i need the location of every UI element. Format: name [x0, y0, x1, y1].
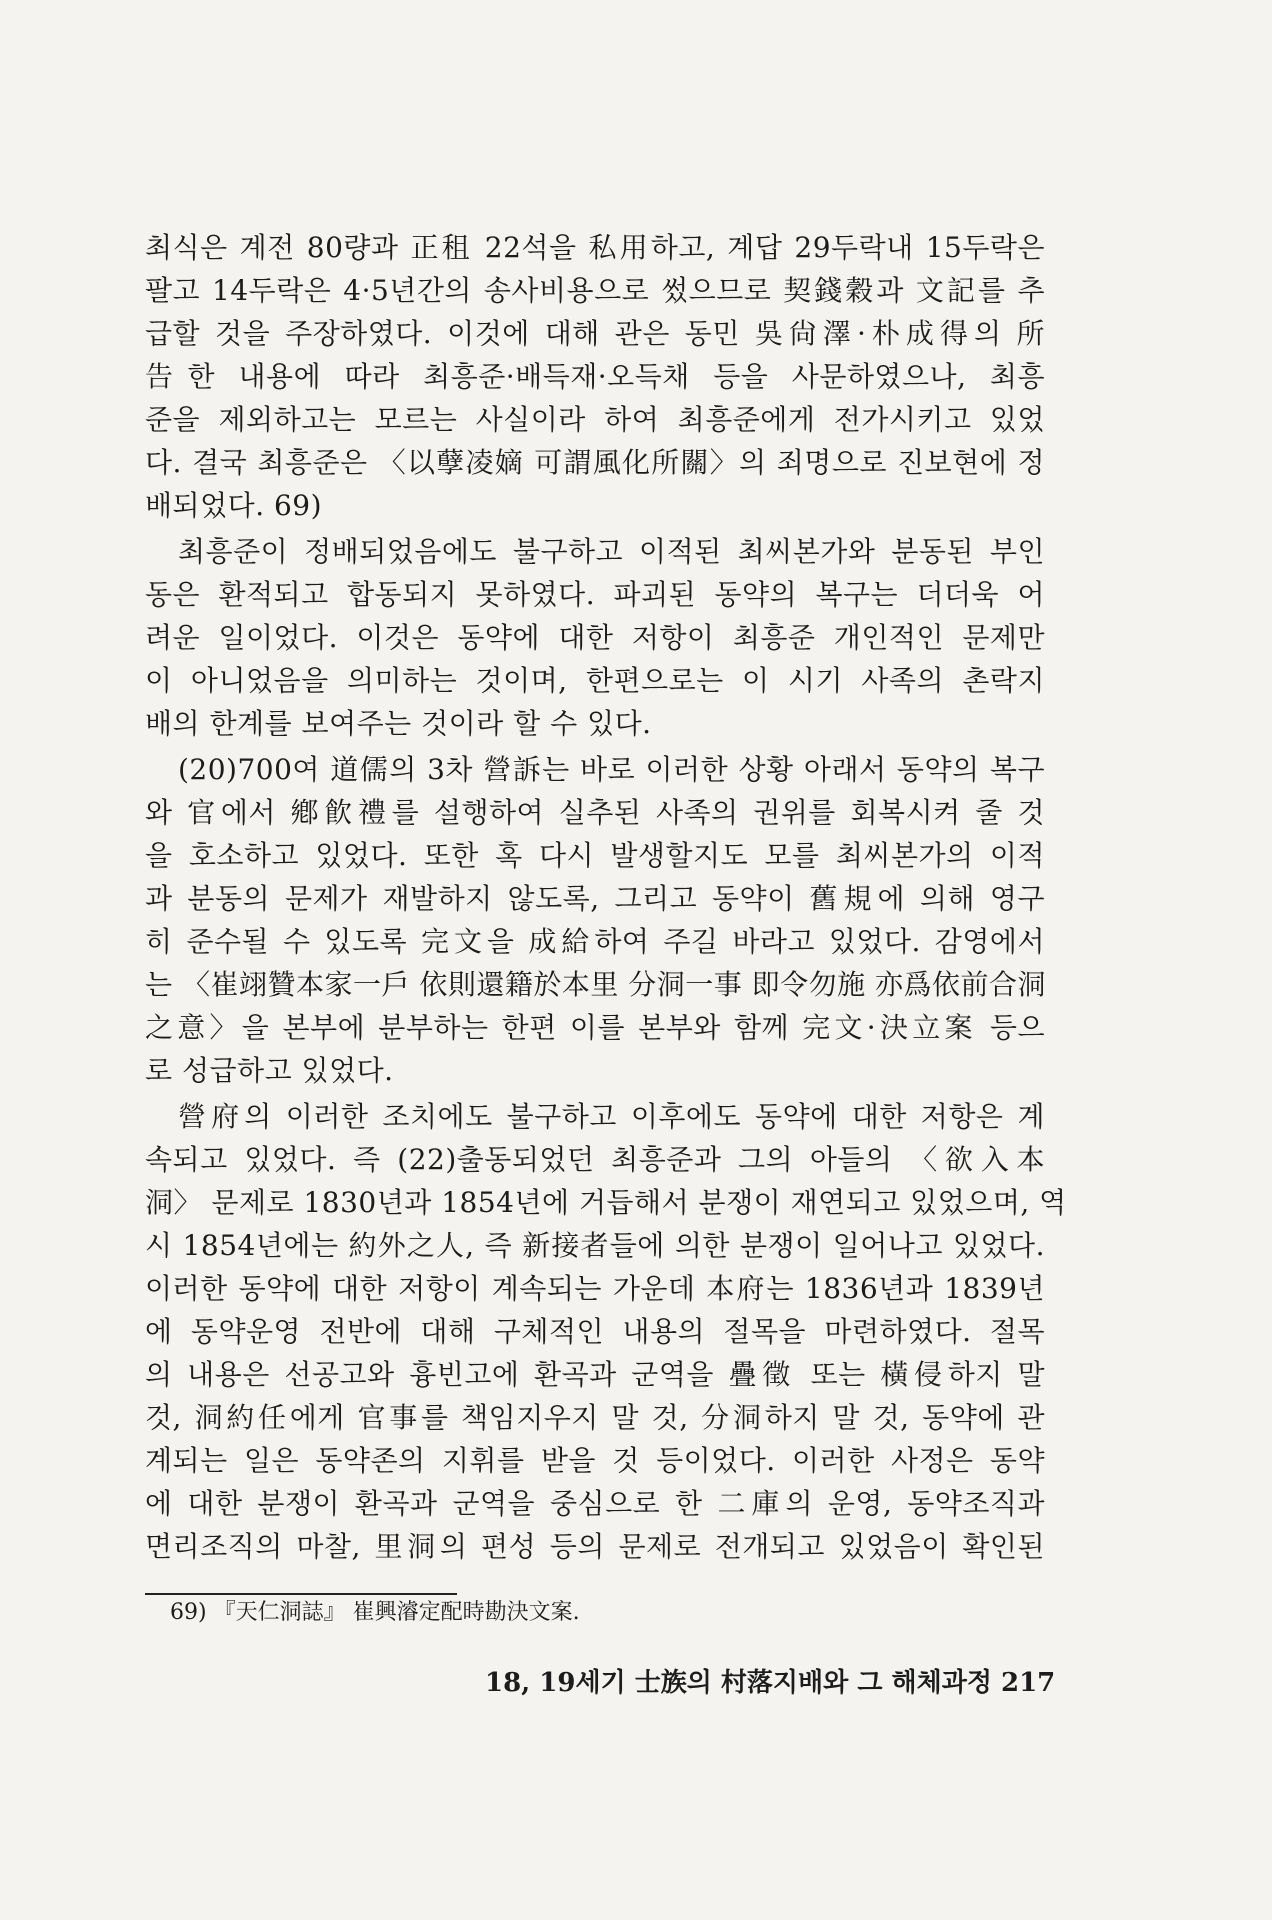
text-line: 배의 한계를 보여주는 것이라 할 수 있다.: [145, 707, 652, 740]
text-line: 을 호소하고 있었다. 또한 혹 다시 발생할지도 모를 최씨본가의 이적: [145, 839, 1045, 872]
text-line: 동은 환적되고 합동되지 못하였다. 파괴된 동약의 복구는 더더욱 어: [145, 578, 1045, 611]
text-line: 의 내용은 선공고와 흉빈고에 환곡과 군역을 疊徵 또는 橫侵하지 말: [145, 1358, 1045, 1391]
text-line: 최흥준이 정배되었음에도 불구하고 이적된 최씨본가와 분동된 부인: [178, 535, 1045, 568]
footnote: 69) 『天仁洞誌』 崔興濬定配時勘決文案.: [170, 1600, 580, 1625]
text-line: 히 준수될 수 있도록 完文을 成給하여 주길 바라고 있었다. 감영에서: [145, 925, 1045, 958]
running-footer: 18, 19세기 士族의 村落지배와 그 해체과정 217: [485, 1668, 1056, 1698]
text-line: 는 〈崔翊贊本家一戶 依則還籍於本里 分洞一事 即令勿施 亦爲依前合洞: [145, 968, 1047, 1001]
text-line: 이 아니었음을 의미하는 것이며, 한편으로는 이 시기 사족의 촌락지: [145, 664, 1045, 697]
text-line: 급할 것을 주장하였다. 이것에 대해 관은 동민 吳尙澤·朴成得의 所: [145, 317, 1045, 350]
text-line: 에 대한 분쟁이 환곡과 군역을 중심으로 한 二庫의 운영, 동약조직과: [145, 1487, 1045, 1520]
text-line: 계되는 일은 동약존의 지휘를 받을 것 등이었다. 이러한 사정은 동약: [145, 1444, 1045, 1477]
text-line: 시 1854년에는 約外之人, 즉 新接者들에 의한 분쟁이 일어나고 있었다.: [145, 1229, 1045, 1262]
text-line: 洞〉 문제로 1830년과 1854년에 거듭해서 분쟁이 재연되고 있었으며, 역: [145, 1186, 1067, 1219]
text-line: 려운 일이었다. 이것은 동약에 대한 저항이 최흥준 개인적인 문제만: [145, 621, 1045, 654]
text-line: 이러한 동약에 대한 저항이 계속되는 가운데 本府는 1836년과 1839년: [145, 1272, 1045, 1305]
text-line: 로 성급하고 있었다.: [145, 1054, 394, 1087]
text-line: 와 官에서 鄕飮禮를 설행하여 실추된 사족의 권위를 회복시켜 줄 것: [145, 796, 1045, 829]
text-line: 면리조직의 마찰, 里洞의 편성 등의 문제로 전개되고 있었음이 확인된: [145, 1530, 1045, 1563]
text-line: 營府의 이러한 조치에도 불구하고 이후에도 동약에 대한 저항은 계: [178, 1100, 1045, 1133]
footnote-divider: [145, 1593, 457, 1595]
text-line: 최식은 계전 80량과 正租 22석을 私用하고, 계답 29두락내 15두락은: [145, 231, 1045, 264]
text-line: 것, 洞約任에게 官事를 책임지우지 말 것, 分洞하지 말 것, 동약에 관: [145, 1401, 1045, 1434]
text-line: 에 동약운영 전반에 대해 구체적인 내용의 절목을 마련하였다. 절목: [145, 1315, 1045, 1348]
text-line: 배되었다. 69): [145, 489, 323, 522]
text-line: 다. 결국 최흥준은 〈以孽凌嫡 可謂風化所關〉의 죄명으로 진보현에 정: [145, 446, 1045, 479]
text-line: 속되고 있었다. 즉 (22)출동되었던 최흥준과 그의 아들의 〈欲入本: [145, 1143, 1045, 1176]
text-line: 준을 제외하고는 모르는 사실이라 하여 최흥준에게 전가시키고 있었: [145, 403, 1045, 436]
text-line: (20)700여 道儒의 3차 營訴는 바로 이러한 상황 아래서 동약의 복구: [178, 753, 1045, 786]
text-line: 과 분동의 문제가 재발하지 않도록, 그리고 동약이 舊規에 의해 영구: [145, 882, 1045, 915]
text-line: 之意〉을 본부에 분부하는 한편 이를 본부와 함께 完文·決立案 등으: [145, 1011, 1045, 1044]
text-line: 告한 내용에 따라 최흥준·배득재·오득채 등을 사문하였으나, 최흥: [145, 360, 1045, 393]
text-line: 팔고 14두락은 4·5년간의 송사비용으로 썼으므로 契錢穀과 文記를 추: [145, 274, 1045, 307]
